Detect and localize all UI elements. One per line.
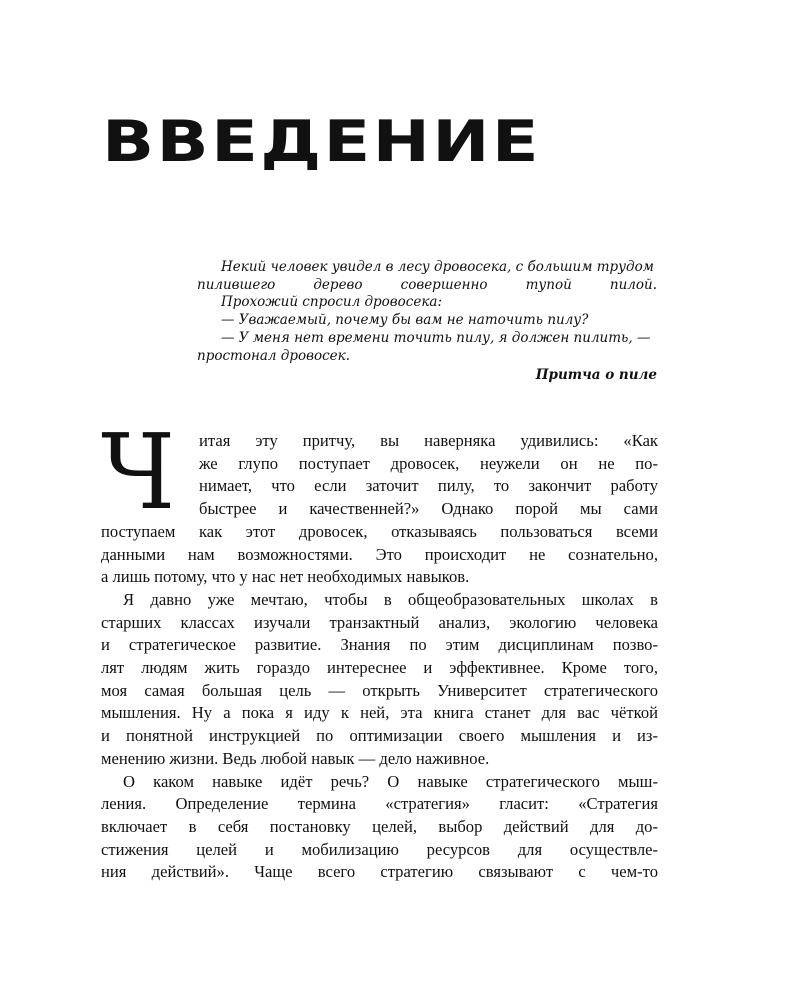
paragraph-line: данными нам возможностями. Это происходит не сознательно, [101,544,658,564]
paragraph-line: включает в себя постановку целей, выбор действий для до- [101,816,658,836]
paragraph-line: итая эту притчу, вы наверняка удивились: «Как [199,431,658,450]
paragraph-line: и понятной инструкцией по оптимизации своего мышления и из- [101,726,658,746]
paragraph-line: мышления. Ну а пока я иду к ней, эта книга станет для вас чёткой [101,703,658,723]
paragraph-line: стижения целей и мобилизацию ресурсов для осуществле- [101,839,658,859]
epigraph-attribution: Притча о пиле [535,367,657,384]
paragraph-line: менению жизни. Ведь любой навык — дело наживное. [101,748,490,768]
chapter-title: ВВЕДЕНИЕ [102,109,542,175]
paragraph-line: и стратегическое развитие. Знания по этим дисциплинам позво- [101,635,658,655]
paragraph-line: моя самая большая цель — открыть Университет стратегического [101,680,658,700]
epigraph-line: пилившего дерево совершенно тупой пилой. [197,276,657,293]
paragraph-line: быстрее и качественней?» Однако порой мы сами [199,499,658,519]
paragraph-line: О каком навыке идёт речь? О навыке стратегического мыш- [123,771,658,791]
epigraph-line: — Уважаемый, почему бы вам не наточить пилу? [221,312,589,329]
paragraph-line: Я давно уже мечтаю, чтобы в общеобразовательных школах в [123,589,658,609]
paragraph-line: нимает, что если заточит пилу, то закончит работу [199,476,658,496]
body-text [101,430,658,884]
paragraph-line: а лишь потому, что у нас нет необходимых навыков. [101,567,470,587]
epigraph-line: — У меня нет времени точить пилу, я должен пилить, — [221,329,651,346]
paragraph-line: ния действий». Чаще всего стратегию связывают с чем-то [101,862,658,882]
paragraph-line: же глупо поступает дровосек, неужели он не по- [199,453,658,473]
paragraph-line: ления. Определение термина «стратегия» гласит: «Стратегия [101,794,658,814]
epigraph-line: Некий человек увидел в лесу дровосека, с большим трудом [221,259,654,275]
epigraph [197,259,657,385]
paragraph-line: поступаем как этот дровосек, отказываясь пользоваться всеми [101,521,658,541]
epigraph-line: простонал дровосек. [197,347,350,364]
drop-cap: Ч [101,411,175,533]
paragraph-line: старших классах изучали транзактный анализ, экологию человека [101,612,658,632]
paragraph-line: лят людям жить гораздо интереснее и эффективнее. Кроме того, [101,658,658,678]
epigraph-line: Прохожий спросил дровосека: [221,294,442,311]
